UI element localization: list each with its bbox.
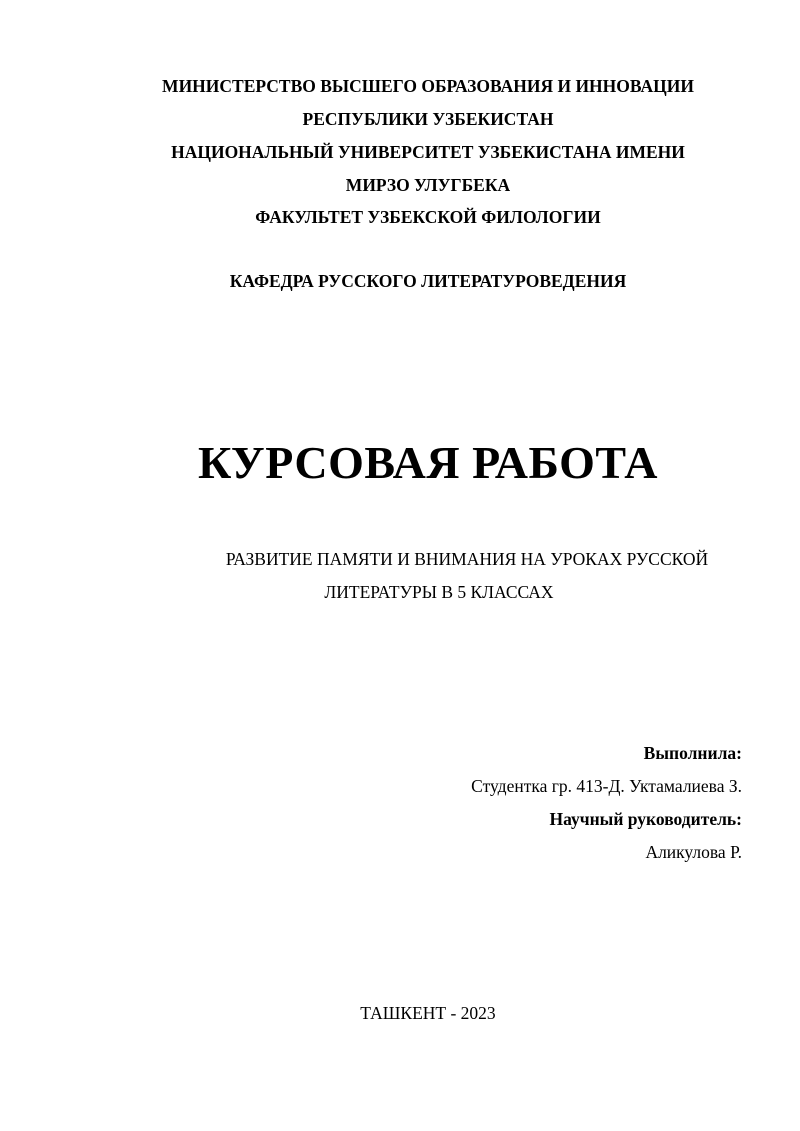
- topic-line-2: ЛИТЕРАТУРЫ В 5 КЛАССАХ: [324, 582, 554, 602]
- topic-line-1: РАЗВИТИЕ ПАМЯТИ И ВНИМАНИЯ НА УРОКАХ РУССКОЙ: [225, 549, 709, 569]
- author-value: Студентка гр. 413-Д. Уктамалиева З.: [471, 776, 742, 796]
- department-line: КАФЕДРА РУССКОГО ЛИТЕРАТУРОВЕДЕНИЯ: [229, 271, 627, 291]
- faculty-line: ФАКУЛЬТЕТ УЗБЕКСКОЙ ФИЛОЛОГИИ: [255, 207, 601, 227]
- supervisor-value: Аликулова Р.: [645, 842, 742, 862]
- university-line-2: МИРЗО УЛУГБЕКА: [345, 175, 511, 195]
- ministry-line-2: РЕСПУБЛИКИ УЗБЕКИСТАН: [302, 109, 554, 129]
- author-label: Выполнила:: [643, 743, 742, 763]
- university-line-1: НАЦИОНАЛЬНЫЙ УНИВЕРСИТЕТ УЗБЕКИСТАНА ИМЕНИ: [171, 142, 685, 162]
- supervisor-label: Научный руководитель:: [549, 809, 742, 829]
- document-title: КУРСОВАЯ РАБОТА: [198, 437, 658, 488]
- ministry-line-1: МИНИСТЕРСТВО ВЫСШЕГО ОБРАЗОВАНИЯ И ИННОВАЦИИ: [162, 76, 694, 96]
- city-year: ТАШКЕНТ - 2023: [360, 1003, 496, 1023]
